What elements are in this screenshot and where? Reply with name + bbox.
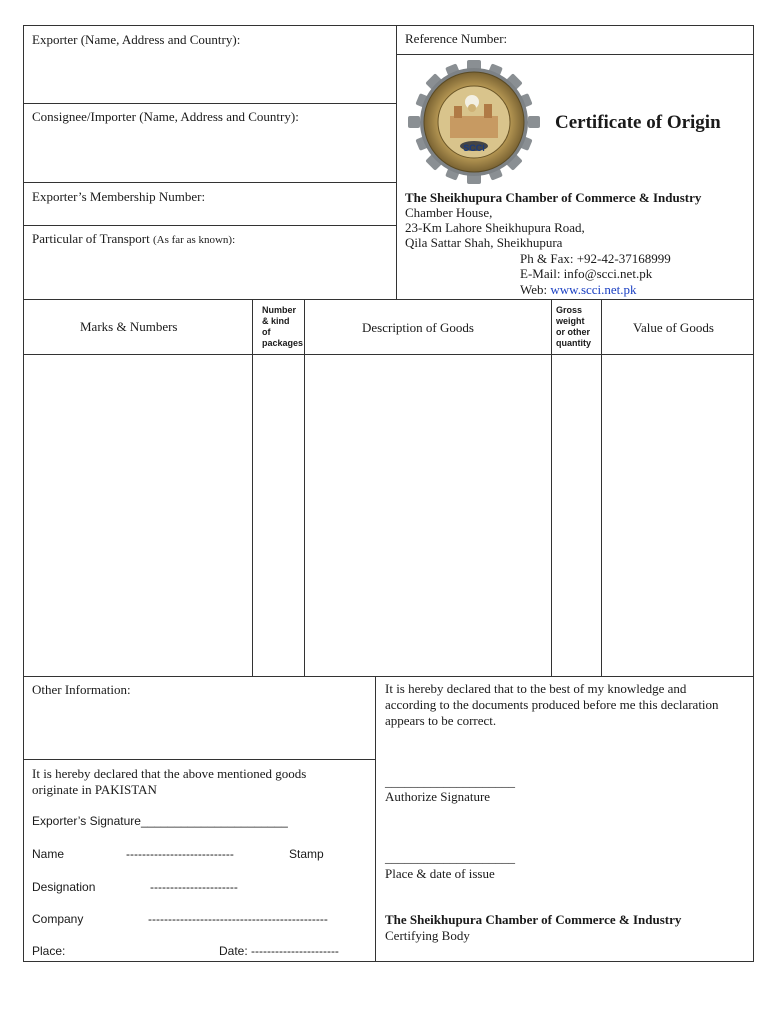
declaration-line: appears to be correct. xyxy=(385,713,497,728)
chamber-email: E-Mail: info@scci.net.pk xyxy=(520,266,653,281)
divider xyxy=(23,759,375,760)
divider xyxy=(23,299,754,300)
header-packages-line: & kind xyxy=(262,316,290,326)
header-packages-line: of xyxy=(262,327,271,337)
divider xyxy=(23,225,396,226)
company-field: --------------------------------------------- xyxy=(148,912,328,926)
declaration-line: It is hereby declared that the above mentioned goods xyxy=(32,766,307,781)
header-value: Value of Goods xyxy=(633,320,714,335)
divider xyxy=(23,354,754,355)
chamber-web xyxy=(520,282,637,297)
divider xyxy=(304,299,305,676)
designation-field: ---------------------- xyxy=(150,880,238,894)
header-packages xyxy=(262,305,303,349)
header-weight-line: Gross xyxy=(556,305,583,315)
certifying-chamber-name: The Sheikhupura Chamber of Commerce & Industry xyxy=(385,912,682,927)
place-date-issue: Place & date of issue xyxy=(385,866,495,881)
exporter-declaration xyxy=(32,766,306,798)
header-weight-line: quantity xyxy=(556,338,591,348)
chamber-seal-icon xyxy=(406,60,542,184)
certifying-body: Certifying Body xyxy=(385,928,470,943)
stamp-label: Stamp xyxy=(289,847,324,861)
header-weight-line: or other xyxy=(556,327,591,337)
consignee-label: Consignee/Importer (Name, Address and Country): xyxy=(32,109,299,124)
chamber-address-1: Chamber House, xyxy=(405,205,493,220)
certificate-title: Certificate of Origin xyxy=(555,112,721,133)
membership-label: Exporter’s Membership Number: xyxy=(32,189,206,204)
chamber-address-2: 23-Km Lahore Sheikhupura Road, xyxy=(405,220,585,235)
web-label: Web: xyxy=(520,282,548,297)
chamber-declaration xyxy=(385,681,719,729)
exporter-signature: Exporter’s Signature______________________ xyxy=(32,814,288,828)
authorize-signature: Authorize Signature xyxy=(385,789,491,804)
divider xyxy=(23,182,396,183)
transport-note: (As far as known): xyxy=(152,234,236,246)
divider xyxy=(252,299,253,676)
header-weight-line: weight xyxy=(556,316,585,326)
header-packages-line: packages xyxy=(262,338,304,348)
divider xyxy=(601,299,602,676)
header-weight xyxy=(556,305,591,349)
chamber-name: The Sheikhupura Chamber of Commerce & Industry xyxy=(405,190,702,205)
company-label: Company xyxy=(32,912,84,926)
place-date-line: ____________________ xyxy=(385,850,515,865)
web-link[interactable]: www.scci.net.pk xyxy=(550,282,637,297)
designation-label: Designation xyxy=(32,880,96,894)
place-label: Place: xyxy=(32,944,66,958)
transport-label-text: Particular of Transport xyxy=(32,231,150,246)
date-field: Date: ---------------------- xyxy=(219,944,339,958)
header-description: Description of Goods xyxy=(362,320,474,335)
header-marks: Marks & Numbers xyxy=(80,319,178,334)
divider xyxy=(23,676,754,677)
name-label: Name xyxy=(32,847,65,861)
divider xyxy=(23,103,396,104)
reference-label: Reference Number: xyxy=(405,31,508,46)
signature-line: ____________________ xyxy=(385,774,515,789)
declaration-line: It is hereby declared that to the best of my knowledge and xyxy=(385,681,687,696)
divider xyxy=(375,676,376,962)
divider xyxy=(396,25,397,299)
transport-label xyxy=(32,231,235,248)
chamber-phone: Ph & Fax: +92-42-37168999 xyxy=(520,251,671,266)
header-packages-line: Number xyxy=(262,305,297,315)
exporter-label: Exporter (Name, Address and Country): xyxy=(32,32,241,47)
name-field: --------------------------- xyxy=(126,847,234,861)
divider xyxy=(551,299,552,676)
declaration-line: originate in PAKISTAN xyxy=(32,782,157,797)
divider xyxy=(396,54,754,55)
chamber-address-3: Qila Sattar Shah, Sheikhupura xyxy=(405,235,563,250)
declaration-line: according to the documents produced before me this declaration xyxy=(385,697,719,712)
other-info-label: Other Information: xyxy=(32,682,131,697)
svg-text:SCCI: SCCI xyxy=(463,143,485,153)
